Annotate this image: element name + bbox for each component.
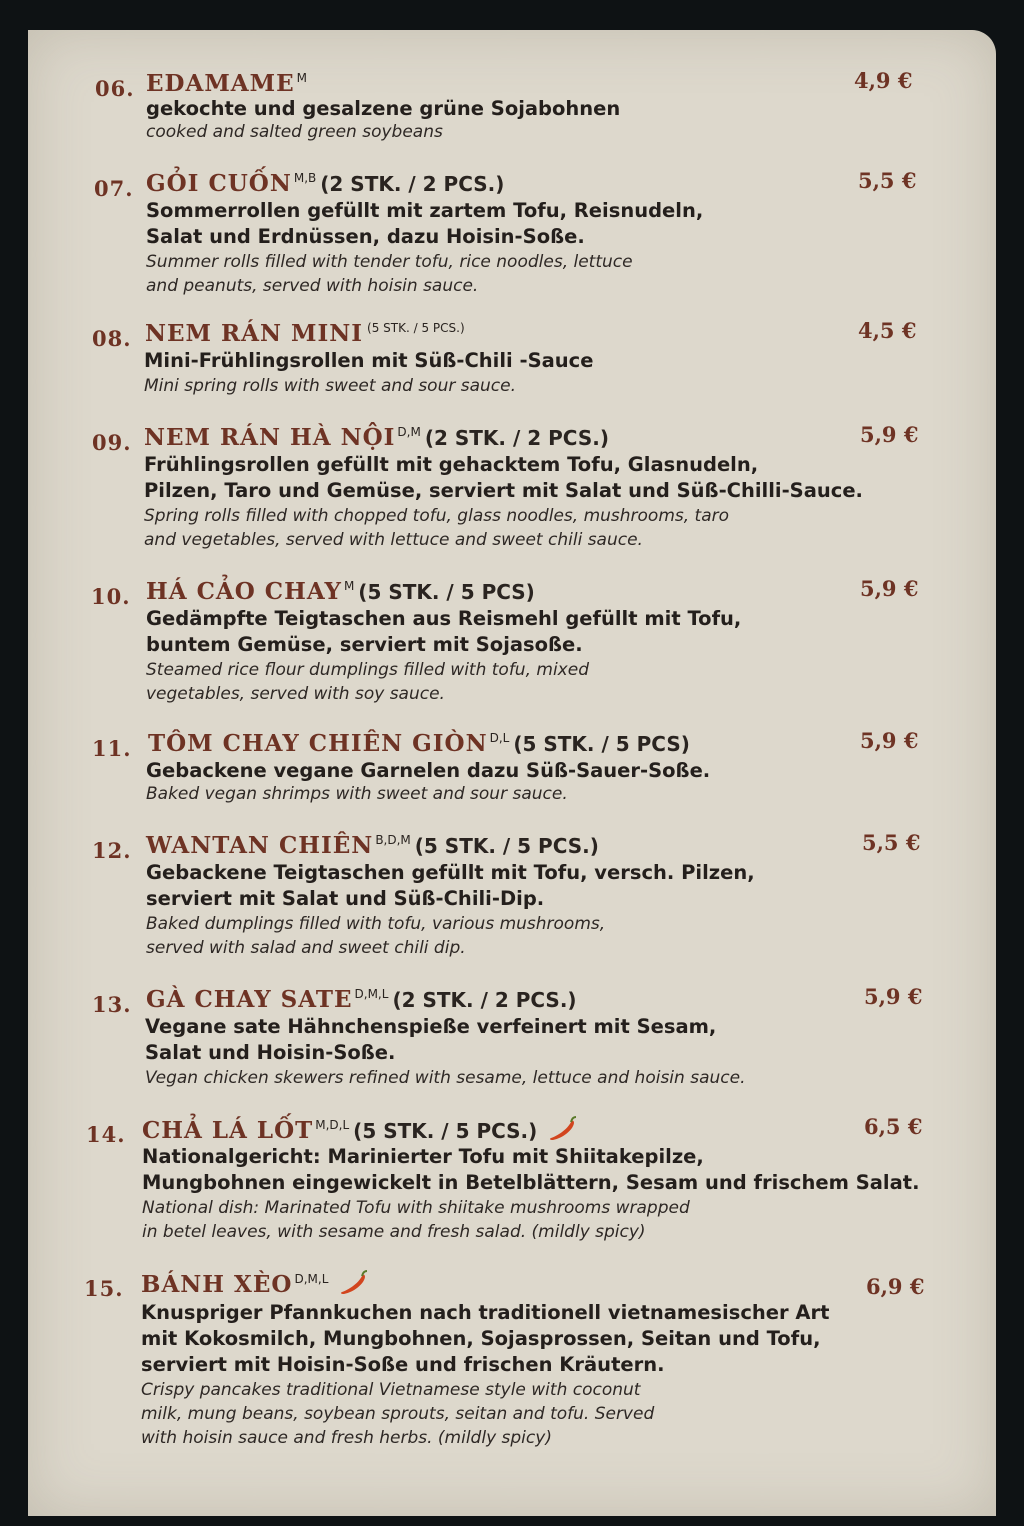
item-number: 09. — [92, 430, 132, 455]
item-quantity: (2 STK. / 2 PCS.) — [392, 988, 577, 1012]
item-heading — [146, 170, 504, 197]
item-name: GỎI CUỐN — [146, 170, 292, 197]
item-description-english: Baked dumplings filled with tofu, various mushrooms, — [146, 914, 606, 934]
item-heading — [146, 986, 577, 1013]
item-description-english: cooked and salted green soybeans — [146, 122, 443, 142]
item-quantity: (2 STK. / 2 PCS.) — [320, 172, 505, 196]
item-name: NEM RÁN MINI — [145, 320, 364, 347]
item-name: TÔM CHAY CHIÊN GIÒN — [148, 730, 488, 757]
item-allergens: M — [296, 71, 307, 85]
item-heading — [146, 578, 535, 605]
item-description-english: served with salad and sweet chili dip. — [146, 938, 466, 958]
item-quantity: (5 STK. / 5 PCS.) — [414, 834, 599, 858]
item-description-german: Mungbohnen eingewickelt in Betelblättern, Sesam und frischem Salat. — [142, 1171, 920, 1194]
item-allergens: M — [343, 579, 355, 593]
item-price: 5,9 € — [860, 422, 919, 447]
item-heading — [142, 1116, 577, 1144]
item-allergens: D,M — [397, 425, 421, 439]
item-price: 4,5 € — [858, 318, 917, 343]
item-number: 13. — [92, 992, 132, 1017]
item-heading — [146, 832, 599, 859]
item-price: 4,9 € — [854, 68, 913, 93]
item-description-english: Crispy pancakes traditional Vietnamese style with coconut — [141, 1380, 641, 1400]
item-description-german: Sommerrollen gefüllt mit zartem Tofu, Reisnudeln, — [146, 199, 704, 222]
item-allergens: M,B — [293, 171, 317, 185]
item-allergens: B,D,M — [375, 833, 411, 847]
item-heading — [146, 70, 307, 97]
item-name: WANTAN CHIÊN — [146, 832, 374, 859]
item-description-german: Salat und Erdnüssen, dazu Hoisin-Soße. — [146, 225, 585, 248]
item-description-english: National dish: Marinated Tofu with shiitake mushrooms wrapped — [142, 1198, 690, 1218]
item-heading — [145, 320, 465, 347]
item-description-german: Knuspriger Pfannkuchen nach traditionell vietnamesischer Art — [141, 1301, 830, 1324]
item-price: 5,5 € — [858, 168, 917, 193]
item-description-german: Vegane sate Hähnchenspieße verfeinert mit Sesam, — [145, 1015, 717, 1038]
menu-page — [28, 30, 996, 1516]
item-number: 11. — [92, 736, 132, 761]
item-number: 10. — [91, 584, 131, 609]
item-allergens: M,D,L — [315, 1118, 350, 1132]
item-description-german: Nationalgericht: Marinierter Tofu mit Shiitakepilze, — [142, 1145, 704, 1168]
item-number: 15. — [84, 1276, 124, 1301]
item-description-german: Gebackene vegane Garnelen dazu Süß-Sauer-Soße. — [146, 759, 711, 782]
item-allergens: D,M,L — [354, 987, 389, 1001]
item-description-english: Baked vegan shrimps with sweet and sour sauce. — [146, 784, 568, 804]
item-description-english: in betel leaves, with sesame and fresh salad. (mildly spicy) — [142, 1222, 646, 1242]
item-price: 5,9 € — [864, 984, 923, 1009]
item-description-english: vegetables, served with soy sauce. — [146, 684, 445, 704]
item-allergens: D,M,L — [294, 1272, 329, 1286]
item-quantity: (5 STK. / 5 PCS) — [358, 580, 535, 604]
item-description-german: mit Kokosmilch, Mungbohnen, Sojasprossen, Seitan und Tofu, — [141, 1327, 821, 1350]
item-name: NEM RÁN HÀ NỘI — [144, 424, 396, 451]
item-description-english: and vegetables, served with lettuce and sweet chili sauce. — [144, 530, 643, 550]
item-description-english: Mini spring rolls with sweet and sour sauce. — [144, 376, 517, 396]
item-price: 5,5 € — [862, 830, 921, 855]
item-name: BÁNH XÈO — [141, 1271, 293, 1298]
item-number: 06. — [95, 76, 135, 101]
item-price: 5,9 € — [860, 728, 919, 753]
item-name: CHẢ LÁ LỐT — [142, 1117, 314, 1144]
item-description-german: Gedämpfte Teigtaschen aus Reismehl gefüllt mit Tofu, — [146, 607, 742, 630]
item-description-english: Steamed rice flour dumplings filled with tofu, mixed — [146, 660, 589, 680]
item-quantity: (5 STK. / 5 PCS.) — [353, 1119, 538, 1143]
item-description-english: milk, mung beans, soybean sprouts, seitan and tofu. Served — [141, 1404, 655, 1424]
item-description-english: with hoisin sauce and fresh herbs. (mildly spicy) — [141, 1428, 552, 1448]
item-number: 12. — [92, 838, 132, 863]
item-description-german: Pilzen, Taro und Gemüse, serviert mit Salat und Süß-Chilli-Sauce. — [144, 479, 863, 502]
item-description-english: Spring rolls filled with chopped tofu, glass noodles, mushrooms, taro — [144, 506, 730, 526]
item-price: 5,9 € — [860, 576, 919, 601]
item-description-german: serviert mit Hoisin-Soße und frischen Kräutern. — [141, 1353, 665, 1376]
item-description-german: gekochte und gesalzene grüne Sojabohnen — [146, 97, 621, 120]
item-description-english: and peanuts, served with hoisin sauce. — [146, 276, 479, 296]
item-allergens: D,L — [489, 731, 510, 745]
item-description-german: Frühlingsrollen gefüllt mit gehacktem Tofu, Glasnudeln, — [144, 453, 759, 476]
item-quantity: (2 STK. / 2 PCS.) — [424, 426, 609, 450]
item-description-german: Mini-Frühlingsrollen mit Süß-Chili -Sauce — [144, 349, 594, 372]
item-description-english: Vegan chicken skewers refined with sesame, lettuce and hoisin sauce. — [145, 1068, 746, 1088]
item-description-german: buntem Gemüse, serviert mit Sojasoße. — [146, 633, 583, 656]
item-number: 08. — [92, 326, 132, 351]
item-name: EDAMAME — [146, 70, 295, 97]
item-description-english: Summer rolls filled with tender tofu, rice noodles, lettuce — [146, 252, 633, 272]
item-name: HÁ CẢO CHAY — [146, 578, 342, 605]
item-heading — [148, 730, 690, 757]
item-quantity: (5 STK. / 5 PCS) — [513, 732, 690, 756]
chili-pepper-icon — [338, 1270, 368, 1296]
item-price: 6,9 € — [866, 1274, 925, 1299]
item-description-german: Salat und Hoisin-Soße. — [145, 1041, 396, 1064]
chili-pepper-icon — [547, 1116, 577, 1142]
item-number: 07. — [94, 176, 134, 201]
item-description-german: Gebackene Teigtaschen gefüllt mit Tofu, versch. Pilzen, — [146, 861, 755, 884]
item-number: 14. — [86, 1122, 126, 1147]
item-name: GÀ CHAY SATE — [146, 986, 353, 1013]
item-price: 6,5 € — [864, 1114, 923, 1139]
item-heading — [144, 424, 609, 451]
item-heading — [141, 1270, 368, 1298]
item-description-german: serviert mit Salat und Süß-Chili-Dip. — [146, 887, 545, 910]
item-quantity: (5 STK. / 5 PCS.) — [367, 321, 465, 335]
